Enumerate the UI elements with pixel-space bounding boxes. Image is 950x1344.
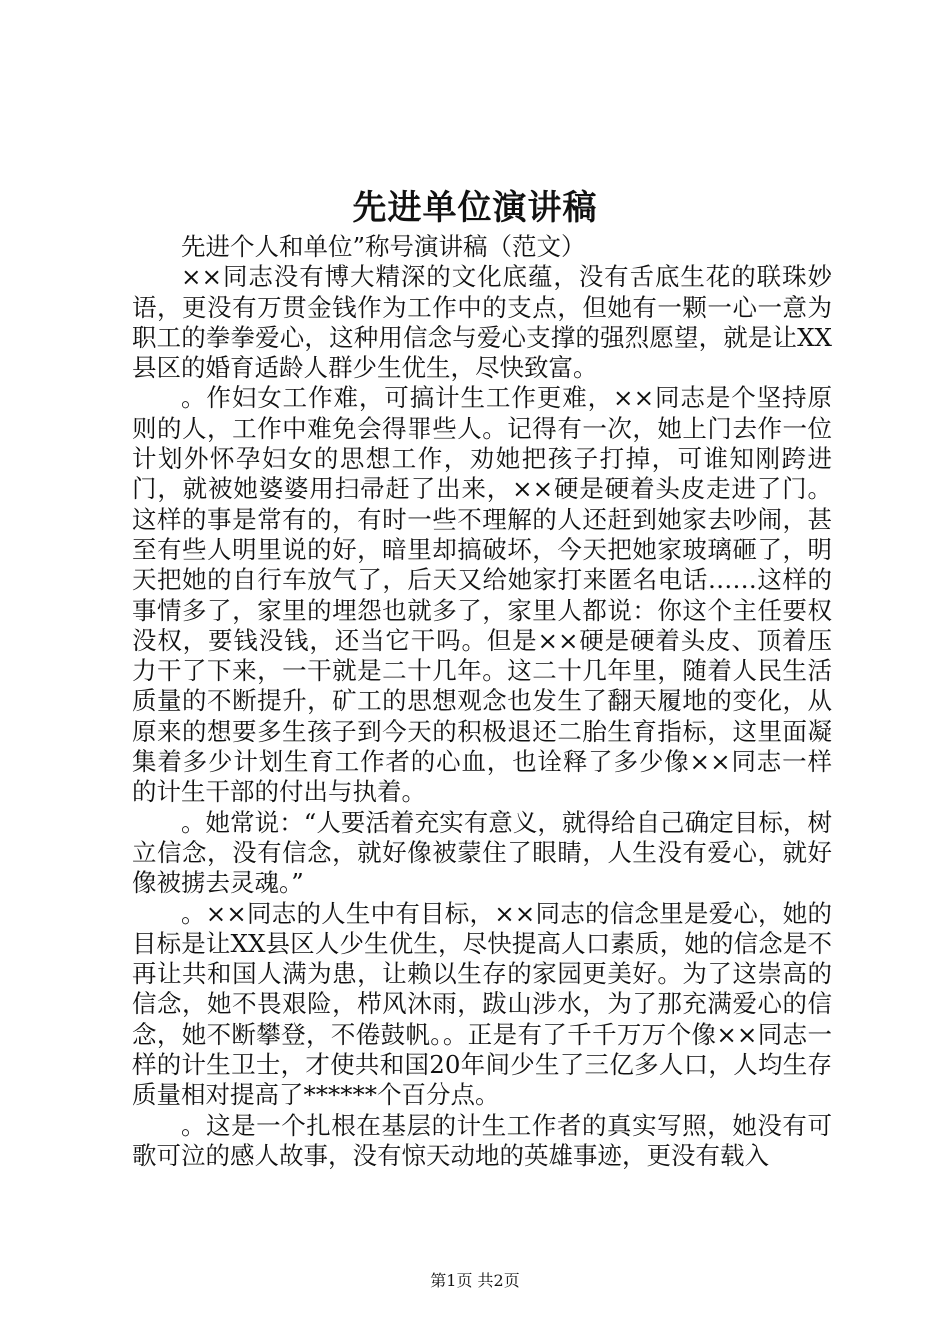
paragraph: 。这是一个扎根在基层的计生工作者的真实写照，她没有可歌可泣的感人故事，没有惊天动地的英雄事迹，更没有载入 [132, 1110, 832, 1170]
paragraph: ××同志没有博大精深的文化底蕴，没有舌底生花的联珠妙语，更没有万贯金钱作为工作中的支点，但她有一颗一心一意为职工的拳拳爱心，这种用信念与爱心支撑的强烈愿望，就是让XX县区的婚育适龄人群少生优生，尽快致富。 [132, 262, 832, 383]
paragraph: 。××同志的人生中有目标，××同志的信念里是爱心，她的目标是让XX县区人少生优生，尽快提高人口素质，她的信念是不再让共和国人满为患，让赖以生存的家园更美好。为了这崇高的信念，她不畏艰险，栉风沐雨，跋山涉水，为了那充满爱心的信念，她不断攀登，不倦鼓帆。。正是有了千千万万个像××同志一样的计生卫士，才使共和国20年间少生了三亿多人口，人均生存质量相对提高了******个百分点。 [132, 898, 832, 1110]
document-title: 先进单位演讲稿 [352, 188, 598, 228]
page-number-footer: 第1页 共2页 [430, 1271, 520, 1290]
paragraph: 。她常说：“人要活着充实有意义，就得给自己确定目标，树立信念，没有信念，就好像被蒙住了眼睛，人生没有爱心，就好像被掳去灵魂。” [132, 807, 832, 898]
document-body [132, 232, 832, 1171]
paragraph-subtitle: 先进个人和单位”称号演讲稿（范文） [181, 232, 586, 261]
paragraph: 。作妇女工作难，可搞计生工作更难，××同志是个坚持原则的人，工作中难免会得罪些人。记得有一次，她上门去作一位计划外怀孕妇女的思想工作，劝她把孩子打掉，可谁知刚跨进门，就被她婆婆用扫帚赶了出来，××硬是硬着头皮走进了门。这样的事是常有的，有时一些不理解的人还赶到她家去吵闹，甚至有些人明里说的好，暗里却搞破坏，今天把她家玻璃砸了，明天把她的自行车放气了，后天又给她家打来匿名电话……这样的事情多了，家里的埋怨也就多了，家里人都说：你这个主任要权没权，要钱没钱，还当它干吗。但是××硬是硬着头皮、顶着压力干了下来，一干就是二十几年。这二十几年里，随着人民生活质量的不断提升，矿工的思想观念也发生了翻天履地的变化，从原来的想要多生孩子到今天的积极退还二胎生育指标，这里面凝集着多少计划生育工作者的心血，也诠释了多少像××同志一样的计生干部的付出与执着。 [132, 383, 832, 807]
